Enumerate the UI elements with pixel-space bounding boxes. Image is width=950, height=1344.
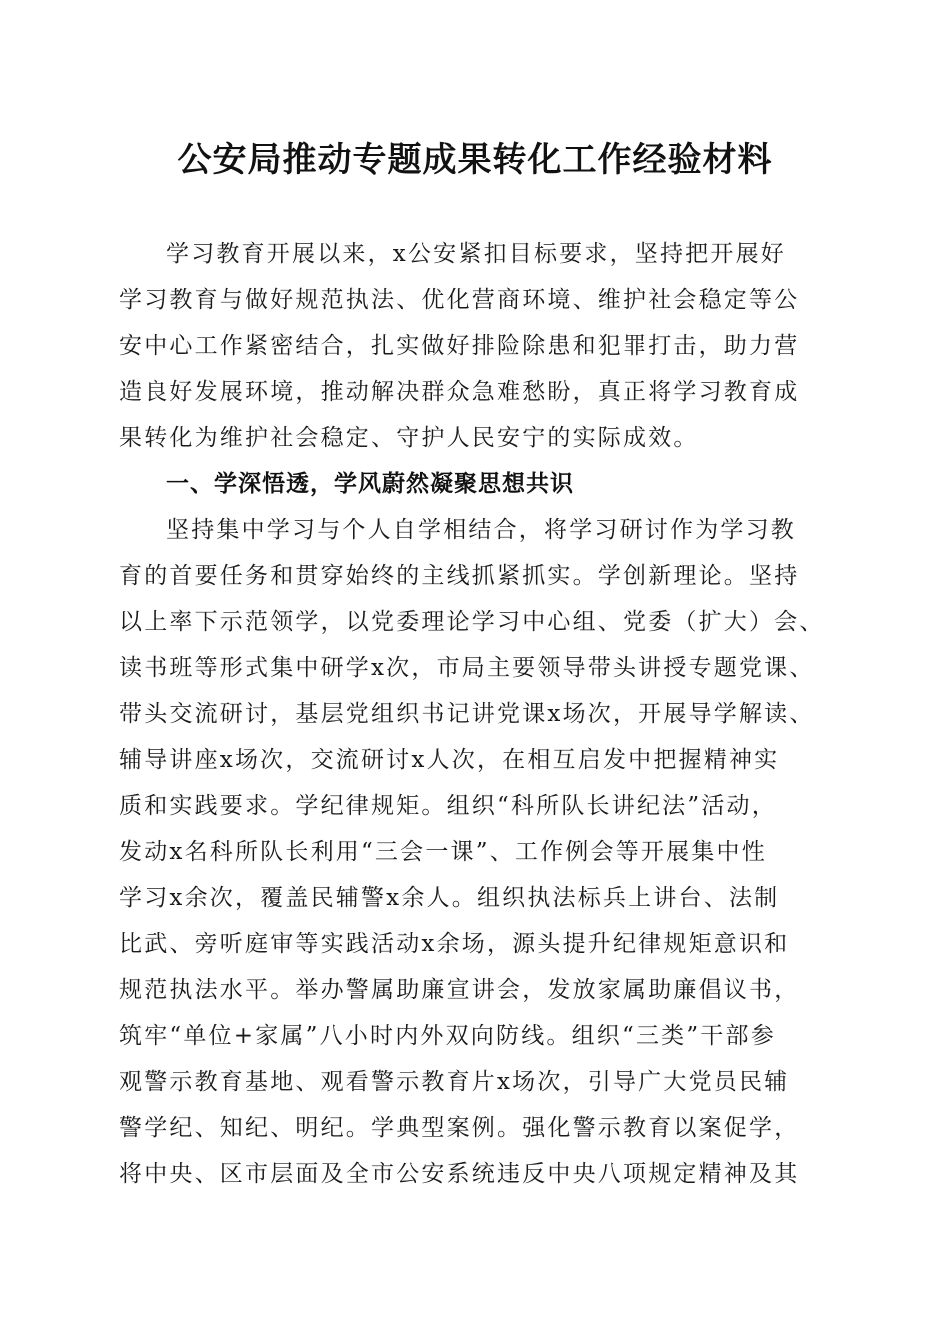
intro-line: 果转化为维护社会稳定、守护人民安宁的实际成效。 [119,425,699,451]
section-line: 将中央、区市层面及全市公安系统违反中央八项规定精神及其 [119,1161,800,1187]
section-line: 带头交流研讨，基层党组织书记讲党课x场次，开展导学解读、 [119,701,815,727]
section-line: 比武、旁听庭审等实践活动x余场，源头提升纪律规矩意识和 [119,931,790,957]
document-title: 公安局推动专题成果转化工作经验材料 [177,140,773,180]
intro-line: 造良好发展环境，推动解决群众急难愁盼，真正将学习教育成 [119,379,800,405]
section-heading: 一、学深悟透，学风蔚然凝聚思想共识 [166,471,574,497]
section-line: 发动x名科所队长利用“三会一课”、工作例会等开展集中性 [119,839,767,865]
section-line: 以上率下示范领学，以党委理论学习中心组、党委（扩大）会、 [119,609,825,635]
intro-line: 安中心工作紧密结合，扎实做好排险除患和犯罪打击，助力营 [119,333,800,359]
section-line: 辅导讲座x场次，交流研讨x人次，在相互启发中把握精神实 [119,747,780,773]
section-line: 育的首要任务和贯穿始终的主线抓紧抓实。学创新理论。坚持 [119,563,800,589]
section-line: 质和实践要求。学纪律规矩。组织“科所队长讲纪法”活动， [119,793,777,819]
section-line: 学习x余次，覆盖民辅警x余人。组织执法标兵上讲台、法制 [119,885,780,911]
section-line: 规范执法水平。举办警属助廉宣讲会，发放家属助廉倡议书， [119,977,800,1003]
intro-line: 学习教育与做好规范执法、优化营商环境、维护社会稳定等公 [119,287,800,313]
document-body [119,231,831,1197]
section-line: 读书班等形式集中研学x次，市局主要领导带头讲授专题党课、 [119,655,815,681]
section-line: 警学纪、知纪、明纪。学典型案例。强化警示教育以案促学， [119,1115,800,1141]
section-line: 坚持集中学习与个人自学相结合，将学习研讨作为学习教 [166,517,796,543]
intro-line: 学习教育开展以来，x公安紧扣目标要求，坚持把开展好 [166,241,786,267]
section-line: 筑牢“单位+家属”八小时内外双向防线。组织“三类”干部参 [119,1023,776,1049]
section-line: 观警示教育基地、观看警示教育片x场次，引导广大党员民辅 [119,1069,790,1095]
